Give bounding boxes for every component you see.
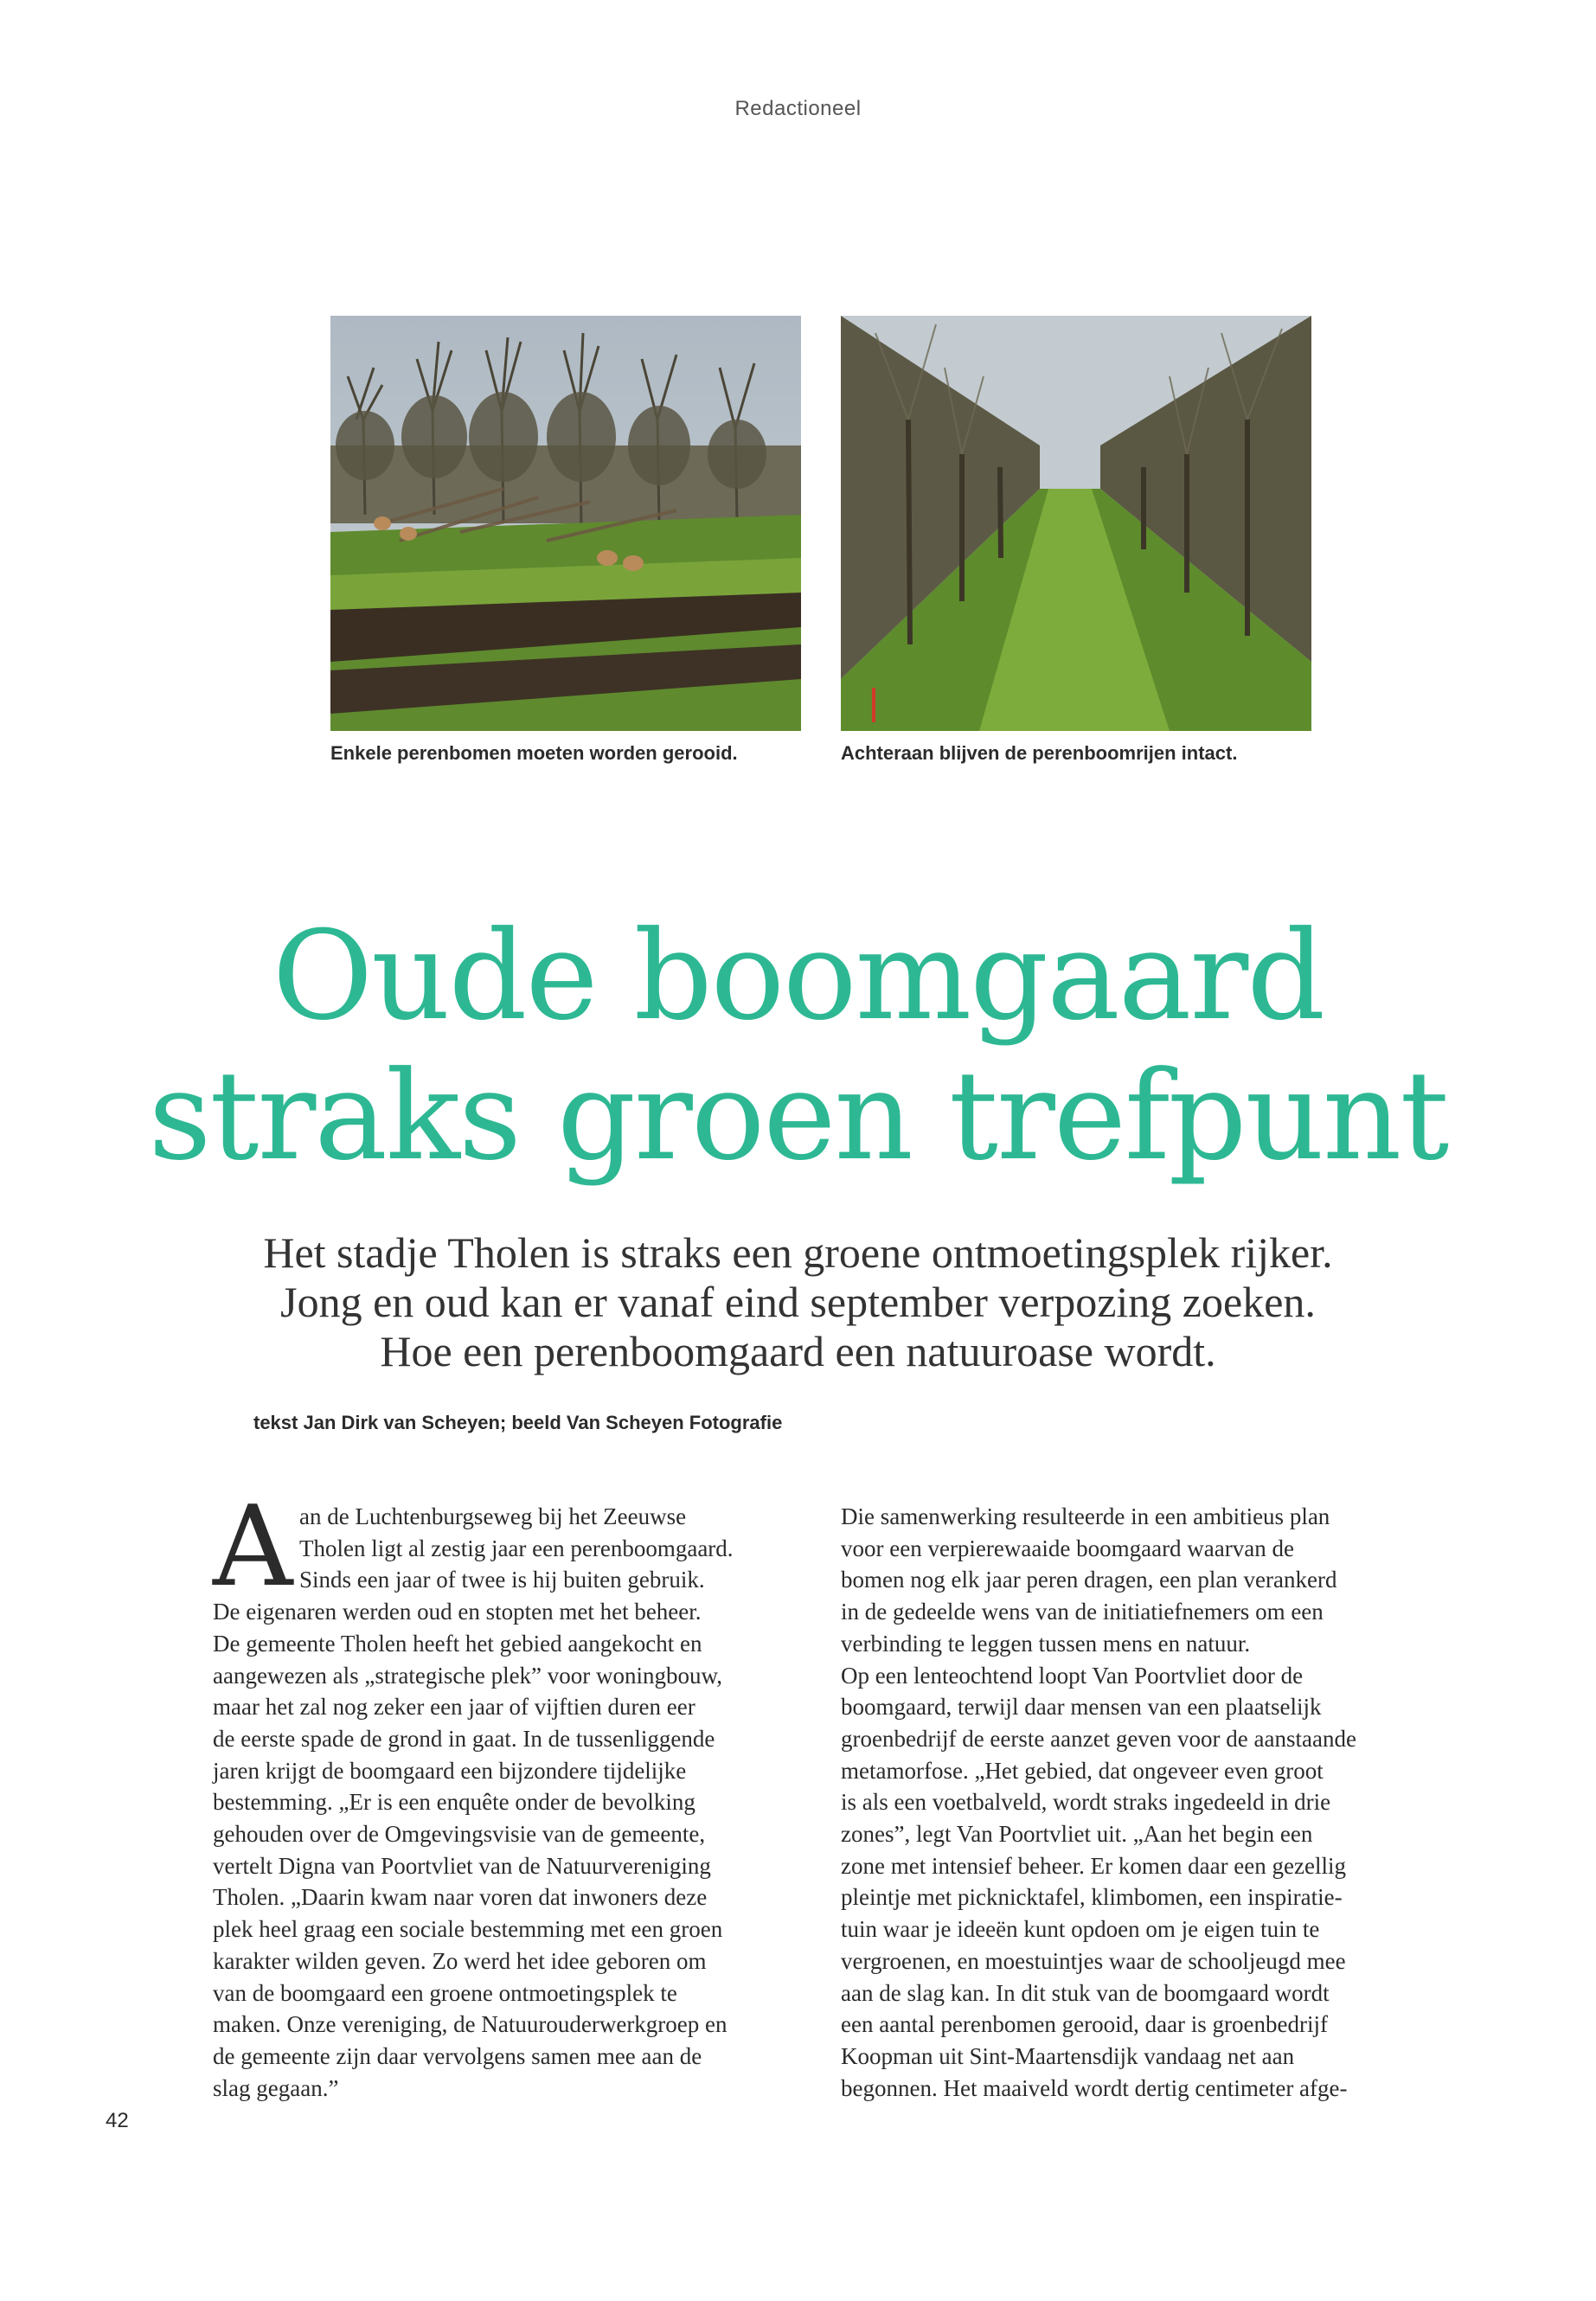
body-line: tuin waar je ideeën kunt opdoen om je eigen tuin te (841, 1916, 1320, 1943)
body-line: slag gegaan.” (213, 2074, 339, 2101)
body-line: vergroenen, en moestuintjes waar de schooljeugd mee (841, 1947, 1346, 1974)
article-title (0, 907, 1596, 1187)
body-line: Op een lenteochtend loopt Van Poortvliet door de (841, 1662, 1304, 1689)
body-line: zones”, legt Van Poortvliet uit. „Aan het begin een (841, 1821, 1313, 1848)
page-number: 42 (106, 2109, 129, 2132)
body-line: Koopman uit Sint-Maartensdijk vandaag net aan (841, 2042, 1295, 2069)
body-line: in de gedeelde wens van de initiatiefnemers om een (841, 1599, 1324, 1625)
intro-line: Jong en oud kan er vanaf eind september verpozing zoeken. (280, 1278, 1316, 1326)
body-line: plek heel graag een sociale bestemming met een groen (213, 1916, 723, 1943)
body-line: Tholen ligt al zestig jaar een perenboomgaard. (299, 1535, 734, 1561)
body-line: jaren krijgt de boomgaard een bijzondere tijdelijke (213, 1757, 687, 1784)
body-line: De gemeente Tholen heeft het gebied aangekocht en (213, 1630, 702, 1657)
title-line: Oude boomgaard (272, 905, 1324, 1048)
orchard-felled-trees-photo (330, 316, 801, 731)
body-line: is als een voetbalveld, wordt straks ingedeeld in drie (841, 1789, 1331, 1816)
article-credits: tekst Jan Dirk van Scheyen; beeld Van Scheyen Fotografie (253, 1412, 783, 1433)
body-line: bestemming. „Er is een enquête onder de bevolking (213, 1789, 695, 1816)
body-line: groenbedrijf de eerste aanzet geven voor de aanstaande (841, 1725, 1356, 1752)
body-line: verbinding te leggen tussen mens en natuur. (841, 1630, 1251, 1657)
photo-caption-left: Enkele perenbomen moeten worden gerooid. (330, 742, 738, 764)
body-line: zone met intensief beheer. Er komen daar een gezellig (841, 1852, 1346, 1879)
body-line: Die samenwerking resulteerde in een ambitieus plan (841, 1503, 1330, 1529)
body-line: maken. Onze vereniging, de Natuurouderwerkgroep en (213, 2011, 727, 2038)
body-line: vertelt Digna van Poortvliet van de Natuurvereniging (213, 1852, 711, 1879)
body-line: voor een verpierewaaide boomgaard waarvan de (841, 1535, 1294, 1561)
body-line: maar het zal nog zeker een jaar of vijftien duren eer (213, 1694, 695, 1721)
body-line: aangewezen als „strategische plek” voor woningbouw, (213, 1662, 723, 1689)
body-line: bomen nog elk jaar peren dragen, een plan verankerd (841, 1567, 1337, 1593)
body-line: Tholen. „Daarin kwam naar voren dat inwoners deze (213, 1884, 708, 1911)
photo-caption-right: Achteraan blijven de perenboomrijen intact. (841, 742, 1238, 764)
body-line: an de Luchtenburgseweg bij het Zeeuwse (299, 1503, 687, 1529)
body-line: van de boomgaard een groene ontmoetingsplek te (213, 1979, 677, 2006)
article-intro (0, 1228, 1596, 1376)
drop-cap: A (213, 1483, 293, 1612)
title-line: straks groen trefpunt (148, 1045, 1448, 1188)
intro-line: Het stadje Tholen is straks een groene ontmoetingsplek rijker. (263, 1228, 1333, 1277)
intro-line: Hoe een perenboomgaard een natuuroase wordt. (380, 1327, 1216, 1375)
body-line: De eigenaren werden oud en stopten met het beheer. (213, 1599, 702, 1625)
body-column-right (841, 1501, 1429, 2104)
body-line: begonnen. Het maaiveld wordt dertig centimeter afge- (841, 2074, 1348, 2101)
body-line: aan de slag kan. In dit stuk van de boomgaard wordt (841, 1979, 1330, 2006)
section-label: Redactioneel (734, 97, 862, 120)
body-line: een aantal perenbomen gerooid, daar is groenbedrijf (841, 2011, 1329, 2038)
body-line: pleintje met picknicktafel, klimbomen, een inspiratie- (841, 1884, 1343, 1911)
body-line: gehouden over de Omgevingsvisie van de gemeente, (213, 1821, 706, 1848)
body-line: de eerste spade de grond in gaat. In de tussenliggende (213, 1725, 715, 1752)
body-line: karakter wilden geven. Zo werd het idee geboren om (213, 1947, 707, 1974)
body-line: boomgaard, terwijl daar mensen van een plaatselijk (841, 1694, 1322, 1721)
body-line: de gemeente zijn daar vervolgens samen mee aan de (213, 2042, 702, 2069)
body-column-left (213, 1501, 801, 2104)
orchard-tree-rows-photo (841, 316, 1311, 731)
body-line: Sinds een jaar of twee is hij buiten gebruik. (299, 1567, 705, 1593)
body-line: metamorfose. „Het gebied, dat ongeveer even groot (841, 1757, 1324, 1784)
